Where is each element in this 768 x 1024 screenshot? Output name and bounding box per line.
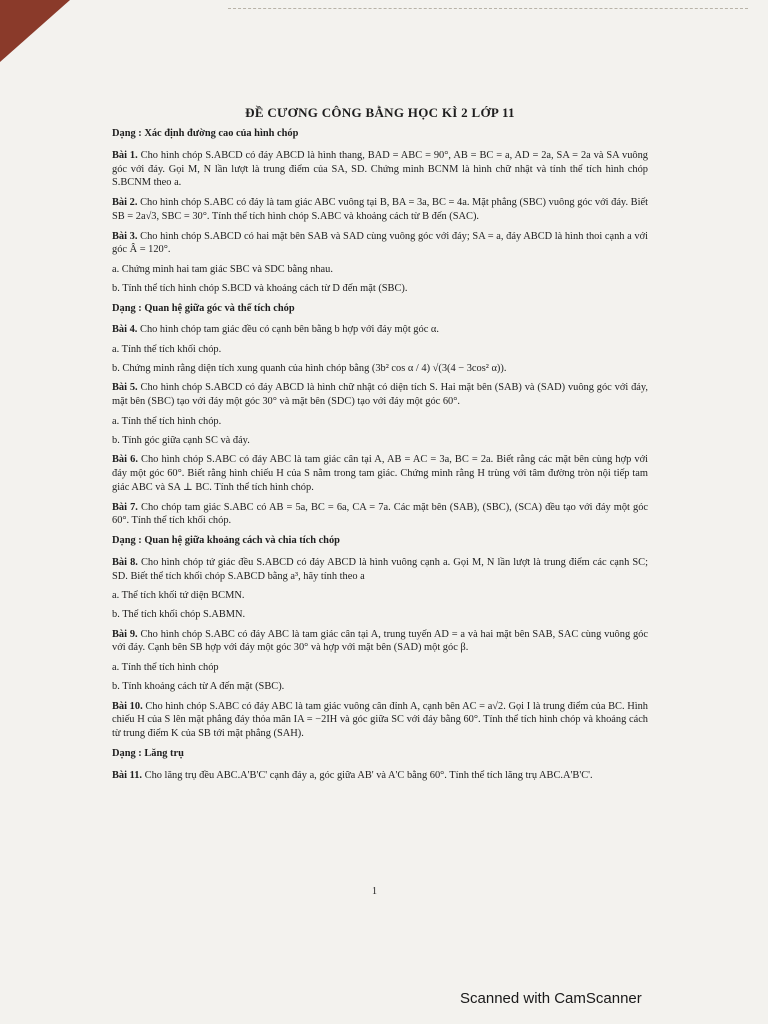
sections-container xyxy=(112,127,648,782)
problem-text: Cho hình chóp tứ giác đều S.ABCD có đáy ABCD là hình vuông cạnh a. Gọi M, N lần lượt là trung điểm các cạnh SC; SD. Biết thể tích khối chóp S.ABCD bằng a³, hãy tính theo a xyxy=(112,556,648,582)
problem-label: Bài 11. xyxy=(112,769,143,781)
document-title: ĐỀ CƯƠNG CÔNG BẰNG HỌC KÌ 2 LỚP 11 xyxy=(245,105,515,120)
top-edge-mark xyxy=(228,8,748,17)
problem-item xyxy=(112,196,648,223)
section-heading: Dạng : Lăng trụ xyxy=(112,747,184,759)
sub-question: b. Tính thể tích hình chóp S.BCD và khoảng cách từ D đến mặt (SBC). xyxy=(112,282,408,294)
problem-text: Cho chóp tam giác S.ABC có AB = 5a, BC = 6a, CA = 7a. Các mặt bên (SAB), (SBC), (SCA) đều tạo với đáy một góc 60°. Tính thể tích khối chóp. xyxy=(112,501,649,527)
problem-item xyxy=(112,769,648,783)
problem-text: Cho hình chóp S.ABCD có hai mặt bên SAB và SAD cùng vuông góc với đáy; SA = a, đáy ABCD là hình thoi cạnh a với góc Â = 120°. xyxy=(112,230,649,256)
problem-label: Bài 7. xyxy=(112,501,138,513)
problem-label: Bài 9. xyxy=(112,628,138,640)
sub-question: b. Chứng minh rằng diện tích xung quanh của hình chóp bằng (3b² cos α / 4) √(3(4 − 3cos² α)). xyxy=(112,362,507,374)
problem-label: Bài 8. xyxy=(112,556,138,568)
sub-question: a. Tính thể tích khối chóp. xyxy=(112,343,222,355)
problem-label: Bài 3. xyxy=(112,230,138,242)
sub-question: a. Tính thể tích hình chóp xyxy=(112,662,219,674)
problem-text: Cho hình chóp S.ABC có đáy ABC là tam giác cân tại A, AB = AC = 3a, BC = 2a. Biết rằng các mặt bên cùng hợp với đáy một góc 60°. Biết rằng hình chiếu H của S nằm trong tam giác. Chứng minh rằng H trùng với tâm đường tròn nội tiếp tam giác ABC và SA ⊥ BC. Tính thể tích hình chóp. xyxy=(112,454,648,493)
problem-text: Cho hình chóp S.ABC có đáy là tam giác ABC vuông tại B, BA = 3a, BC = 4a. Mặt phẳng (SBC) vuông góc với đáy. Biết SB = 2a√3, SBC = 30°. Tính thể tích hình chóp S.ABC và khoảng cách từ B đến (SAC). xyxy=(112,197,648,222)
problem-item xyxy=(112,628,648,655)
problem-label: Bài 4. xyxy=(112,324,138,336)
problem-item xyxy=(112,700,648,741)
problem-item xyxy=(112,323,648,337)
problem-item xyxy=(112,453,648,494)
problem-text: Cho hình chóp S.ABCD có đáy ABCD là hình thang, BAD = ABC = 90°, AB = BC = a, AD = 2a, SA = 2a và SA vuông góc với đáy. Gọi M, N lần lượt là trung điểm của SA, SD. Chứng minh BCNM là hình chữ nhật và tính thể tích hình chóp S.BCNM theo a. xyxy=(112,149,648,189)
problem-text: Cho hình chóp S.ABCD có đáy ABCD là hình chữ nhật có diện tích S. Hai mặt bên (SAB) và (SAD) vuông góc với đáy, mặt bên (SBC) tạo với đáy một góc 30° và mặt bên (SDC) tạo với đáy một góc 60°. xyxy=(112,382,648,408)
problem-item xyxy=(112,501,648,528)
section-heading: Dạng : Xác định đường cao của hình chóp xyxy=(112,128,299,140)
problem-label: Bài 1. xyxy=(112,149,138,161)
problem-text: Cho hình chóp tam giác đều có cạnh bên bằng b hợp với đáy một góc α. xyxy=(140,324,439,336)
problem-label: Bài 2. xyxy=(112,197,138,209)
problem-text: Cho lăng trụ đều ABC.A'B'C' cạnh đáy a, góc giữa AB' và A'C bằng 60°. Tính thể tích lăng trụ ABC.A'B'C'. xyxy=(144,769,593,781)
page-corner-fold xyxy=(0,0,70,62)
section-heading: Dạng : Quan hệ giữa khoảng cách và chia tích chóp xyxy=(112,535,340,547)
sub-question: a. Tính thể tích hình chóp. xyxy=(112,415,222,427)
problem-item xyxy=(112,230,648,257)
problem-item xyxy=(112,556,648,583)
camscanner-footer: Scanned with CamScanner xyxy=(460,990,642,1007)
problem-label: Bài 10. xyxy=(112,700,143,712)
page-number: 1 xyxy=(372,886,377,897)
section-heading: Dạng : Quan hệ giữa góc và thể tích chóp xyxy=(112,302,295,314)
problem-label: Bài 6. xyxy=(112,454,138,466)
sub-question: b. Tính góc giữa cạnh SC và đáy. xyxy=(112,434,250,446)
sub-question: a. Thể tích khối tứ diện BCMN. xyxy=(112,590,245,602)
problem-item xyxy=(112,149,648,190)
problem-item xyxy=(112,381,648,408)
sub-question: a. Chứng minh hai tam giác SBC và SDC bằng nhau. xyxy=(112,264,333,276)
problem-text: Cho hình chóp S.ABC có đáy ABC là tam giác vuông cân đỉnh A, cạnh bên AC = a√2. Gọi I là trung điểm của BC. Hình chiếu H của S lên mặt phẳng đáy thỏa mãn IA = −2IH và góc giữa SC với đáy bằng 60°. Tính thể tích hình chóp và khoảng cách từ trung điểm K của SB tới mặt phẳng (SAH). xyxy=(112,700,648,740)
document-page xyxy=(112,98,648,788)
problem-label: Bài 5. xyxy=(112,382,138,394)
problem-text: Cho hình chóp S.ABC có đáy ABC là tam giác cân tại A, trung tuyến AD = a và hai mặt bên SAB, SAC cùng vuông góc với đáy. Cạnh bên SB hợp với đáy một góc 30° và hợp với mặt bên (SAD) một góc β. xyxy=(112,628,648,654)
sub-question: b. Tính khoảng cách từ A đến mặt (SBC). xyxy=(112,680,285,692)
sub-question: b. Thể tích khối chóp S.ABMN. xyxy=(112,608,246,620)
